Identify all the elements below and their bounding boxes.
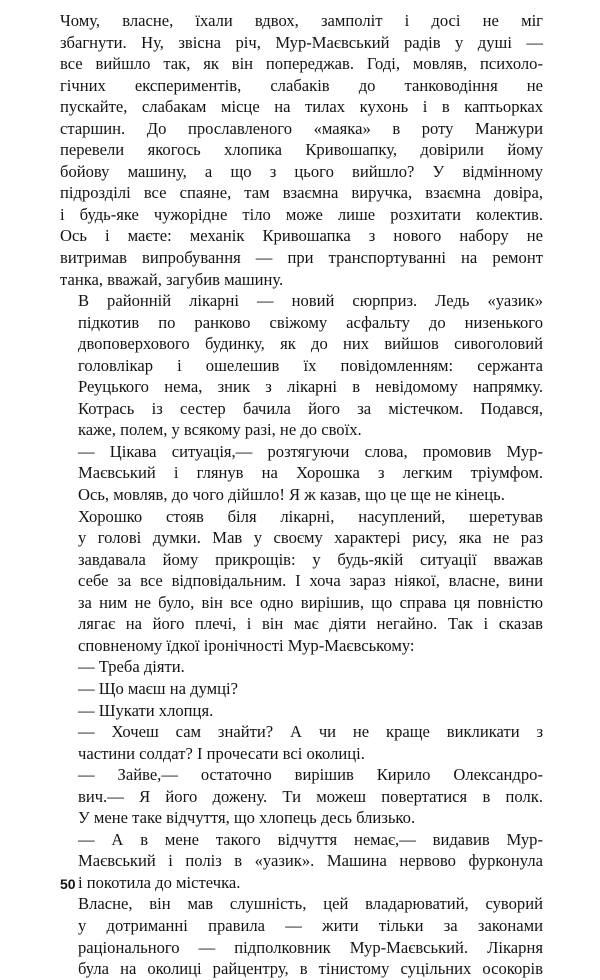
paragraph bbox=[60, 290, 543, 441]
text-line: Маєвський і поліз в «уазик». Машина нервово фурконула bbox=[78, 851, 543, 871]
text-line: себе за все відповідальним. І хоча зараз ніякої, власне, вини bbox=[78, 571, 543, 591]
text-line: Маєвський і глянув на Хорошка з легким тріумфом. bbox=[78, 463, 543, 483]
text-line: і будь-яке чужорідне тіло може лише розхитати колектив. bbox=[60, 204, 543, 224]
text-line: Ось і маєте: механік Кривошапка з нового набору не bbox=[60, 226, 543, 246]
text-line: В районній лікарні — новий сюрприз. Ледь «уазик» bbox=[78, 291, 543, 311]
text-line: збагнути. Ну, звісна річ, Мур-Маєвський радів у душі — bbox=[60, 32, 543, 52]
paragraph bbox=[60, 10, 543, 290]
text-line: каже, полем, у всякому разі, не до своїх. bbox=[78, 420, 362, 440]
text-line: підкотив по ранково свіжому асфальту до низенького bbox=[78, 312, 543, 332]
text-line: підрозділі все спаяне, там взаємна виручка, взаємна довіра, bbox=[60, 183, 543, 203]
page-number: 50 bbox=[60, 876, 76, 892]
text-line: вич.— Я його дожену. Ти можеш повертатися в полк. bbox=[78, 786, 543, 806]
text-line: пускайте, слабакам місце на тилах кухонь і в каптьорках bbox=[60, 97, 543, 117]
text-line: Чому, власне, їхали вдвох, замполіт і досі не міг bbox=[60, 11, 543, 30]
text-line: лягає на його плечі, і він має діяти негайно. Так і сказав bbox=[78, 614, 543, 634]
text-line: гічних експериментів, слабаків до танководіння не bbox=[60, 75, 543, 95]
paragraph bbox=[60, 506, 543, 657]
text-line: була на околиці райцентру, в тінистому суцільних осокорів bbox=[78, 959, 543, 979]
text-line: у голові думки. Мав у своєму характері рису, яка не раз bbox=[78, 528, 543, 548]
paragraph bbox=[60, 441, 543, 506]
text-line: завдавала йому прикрощів: у будь-якій ситуації вважав bbox=[78, 549, 543, 569]
text-line: Хорошко стояв біля лікарні, насуплений, шеретував bbox=[78, 506, 543, 526]
paragraph bbox=[60, 893, 543, 979]
text-line: — Що маєш на думці? bbox=[78, 678, 238, 698]
text-line: у дотриманні правила — жити тільки за законами bbox=[78, 915, 543, 935]
paragraph bbox=[60, 721, 543, 764]
paragraph bbox=[60, 700, 543, 722]
book-page bbox=[60, 10, 543, 980]
paragraph bbox=[60, 656, 543, 678]
text-line: раціонального — підполковник Мур-Маєвський. Лікарня bbox=[78, 937, 543, 957]
text-line: Ось, мовляв, до чого дійшло! Я ж казав, що це ще не кінець. bbox=[78, 485, 505, 505]
text-line: Котрась із сестер бачила його за містечком. Подався, bbox=[78, 398, 543, 418]
text-line: Реуцького нема, зник з лікарні в невідомому напрямку. bbox=[78, 377, 543, 397]
paragraph bbox=[60, 764, 543, 829]
text-line: — Шукати хлопця. bbox=[78, 700, 214, 720]
text-line: — Зайве,— остаточно вирішив Кирило Олександро- bbox=[78, 765, 543, 785]
text-line: витримав випробування — при транспортуванні на ремонт bbox=[60, 248, 543, 268]
text-line: Власне, він мав слушність, цей владарюватий, суворий bbox=[78, 894, 543, 914]
text-line: перевели якогось хлопика Кривошапку, довірили йому bbox=[60, 140, 543, 160]
text-line: — А в мене такого відчуття немає,— видавив Мур- bbox=[78, 829, 543, 849]
text-line: У мене таке відчуття, що хлопець десь близько. bbox=[78, 808, 416, 828]
text-line: все вийшло так, як він попереджав. Годі, мовляв, психоло- bbox=[60, 54, 543, 74]
text-line: бойову машину, а що з цього вийшло? У відмінному bbox=[60, 161, 543, 181]
paragraph bbox=[60, 829, 543, 894]
text-line: — Треба діяти. bbox=[78, 657, 185, 677]
text-line: — Цікава ситуація,— розтягуючи слова, промовив Мур- bbox=[78, 441, 543, 461]
text-line: і покотила до містечка. bbox=[78, 872, 241, 892]
text-line: танка, вважай, загубив машину. bbox=[60, 269, 284, 289]
text-line: за ним не було, він все одно вирішив, що справа ця повністю bbox=[78, 592, 543, 612]
text-line: головлікар і ошелешив їх повідомленням: сержанта bbox=[78, 355, 543, 375]
text-body bbox=[60, 10, 543, 980]
paragraph bbox=[60, 678, 543, 700]
text-line: — Хочеш сам знайти? А чи не краще викликати з bbox=[78, 722, 543, 742]
text-line: двоповерхового будинку, як до них вийшов сивоголовий bbox=[78, 334, 543, 354]
text-line: сповненому їдкої іронічності Мур-Маєвському: bbox=[78, 635, 415, 655]
text-line: старшин. До прославленого «маяка» в роту Манжури bbox=[60, 118, 543, 138]
text-line: частини солдат? І прочесати всі околиці. bbox=[78, 743, 365, 763]
